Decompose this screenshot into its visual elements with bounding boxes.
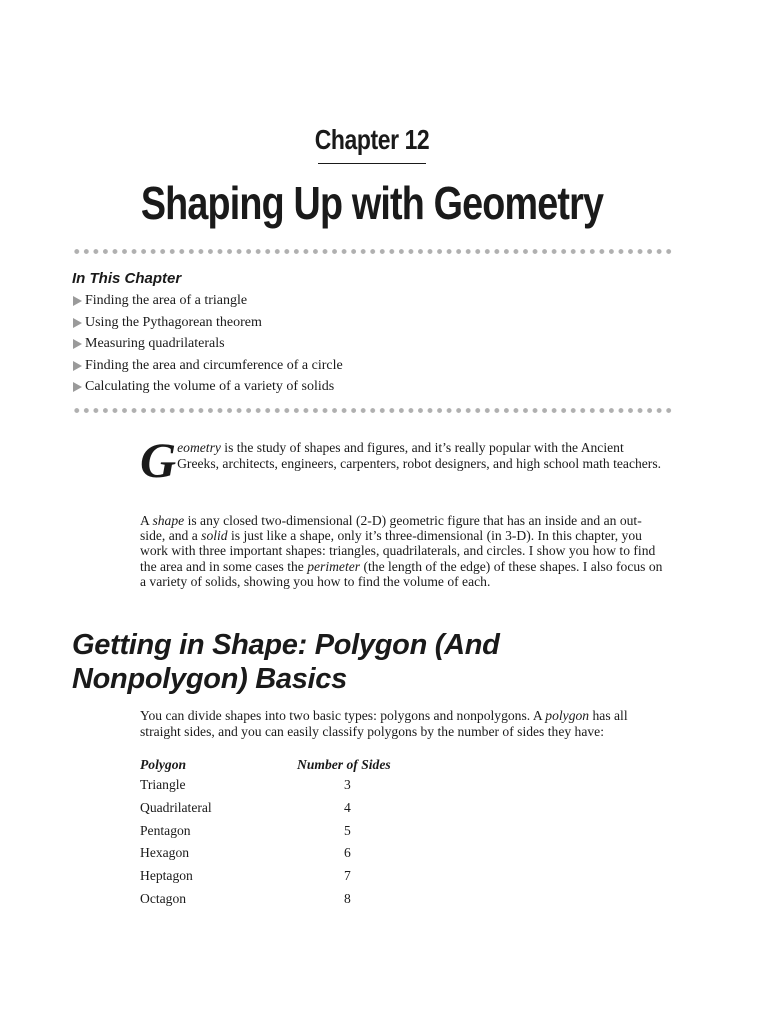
header-number-of-sides: Number of Sides (297, 757, 391, 772)
chapter-rule (318, 163, 426, 164)
term-perimeter: perimeter (307, 558, 361, 574)
side-count: 8 (344, 890, 351, 906)
table-row (140, 868, 407, 891)
list-item (72, 314, 343, 336)
shape-solid-paragraph (140, 513, 665, 589)
list-item (72, 378, 343, 400)
list-item-text: Using the Pythagorean theorem (85, 314, 262, 330)
list-item-text: Calculating the volume of a variety of solids (85, 379, 335, 394)
polygon-name: Quadrilateral (140, 799, 212, 815)
list-item (72, 335, 343, 357)
polygon-table (140, 757, 407, 914)
intro-paragraph (140, 432, 665, 488)
list-item (72, 292, 343, 314)
polygon-name: Octagon (140, 890, 187, 906)
table-row (140, 845, 407, 868)
list-item (72, 357, 343, 379)
bullet-arrow-icon (73, 318, 82, 328)
text-run: A (140, 513, 153, 528)
bullet-arrow-icon (73, 296, 82, 306)
polygon-name: Pentagon (140, 822, 191, 838)
list-item-text: Finding the area and circumference of a circle (85, 357, 343, 373)
table-row (140, 800, 407, 823)
side-count: 7 (344, 868, 351, 884)
bullet-arrow-icon (73, 361, 82, 371)
section-heading-line2: Nonpolygon) Basics (72, 663, 347, 695)
bullet-arrow-icon (73, 382, 82, 392)
side-count: 4 (344, 799, 351, 815)
text-run: (the length of the edge) of these shapes. I also focus on a variety of solids, showing you how to find the volume of each. (140, 558, 663, 589)
polygon-paragraph (140, 708, 665, 739)
chapter-title: Shaping Up with Geometry (140, 177, 604, 229)
table-row (140, 777, 407, 800)
term-geometry: eometry (177, 440, 221, 455)
section-heading-line1: Getting in Shape: Polygon (And (72, 629, 500, 661)
section-heading (72, 628, 532, 696)
polygon-name: Heptagon (140, 868, 193, 884)
polygon-name: Triangle (140, 777, 186, 792)
intro-text: is the study of shapes and figures, and it’s really popular with the Ancient Greeks, architects, engineers, carpenters, robot designers, and high school math teachers. (177, 440, 662, 471)
side-count: 3 (344, 777, 351, 792)
term-solid: solid (201, 528, 228, 544)
bullet-arrow-icon (73, 339, 82, 349)
text-run: You can divide shapes into two basic types: polygons and nonpolygons. A (140, 708, 546, 723)
dotted-divider-top (72, 249, 672, 254)
side-count: 5 (344, 822, 351, 838)
dotted-divider-bottom (72, 408, 672, 413)
table-header-row (140, 757, 407, 777)
drop-cap: G (140, 432, 177, 488)
chapter-number: Chapter 12 (314, 124, 430, 155)
list-item-text: Measuring quadrilaterals (85, 336, 225, 351)
text-run: has all straight sides, and you can easily classify polygons by the number of sides they have: (140, 708, 628, 739)
header-polygon: Polygon (140, 757, 187, 772)
text-run: is any closed two-dimensional (2-D) geometric figure that has an inside and an out-side, and a (140, 513, 642, 544)
side-count: 6 (344, 845, 351, 861)
text-run: is just like a shape, only it’s three-dimensional (in 3-D). In this chapter, you work with three important shapes: triangles, quadrilaterals, and circles. I show you how to find the area and in some cases the (140, 528, 656, 574)
table-row (140, 891, 407, 914)
table-row (140, 823, 407, 846)
in-this-chapter-heading: In This Chapter (72, 270, 182, 287)
in-this-chapter-list (72, 292, 343, 400)
list-item-text: Finding the area of a triangle (85, 293, 248, 308)
term-polygon: polygon (545, 708, 590, 723)
term-shape: shape (152, 513, 185, 528)
polygon-name: Hexagon (140, 845, 190, 861)
